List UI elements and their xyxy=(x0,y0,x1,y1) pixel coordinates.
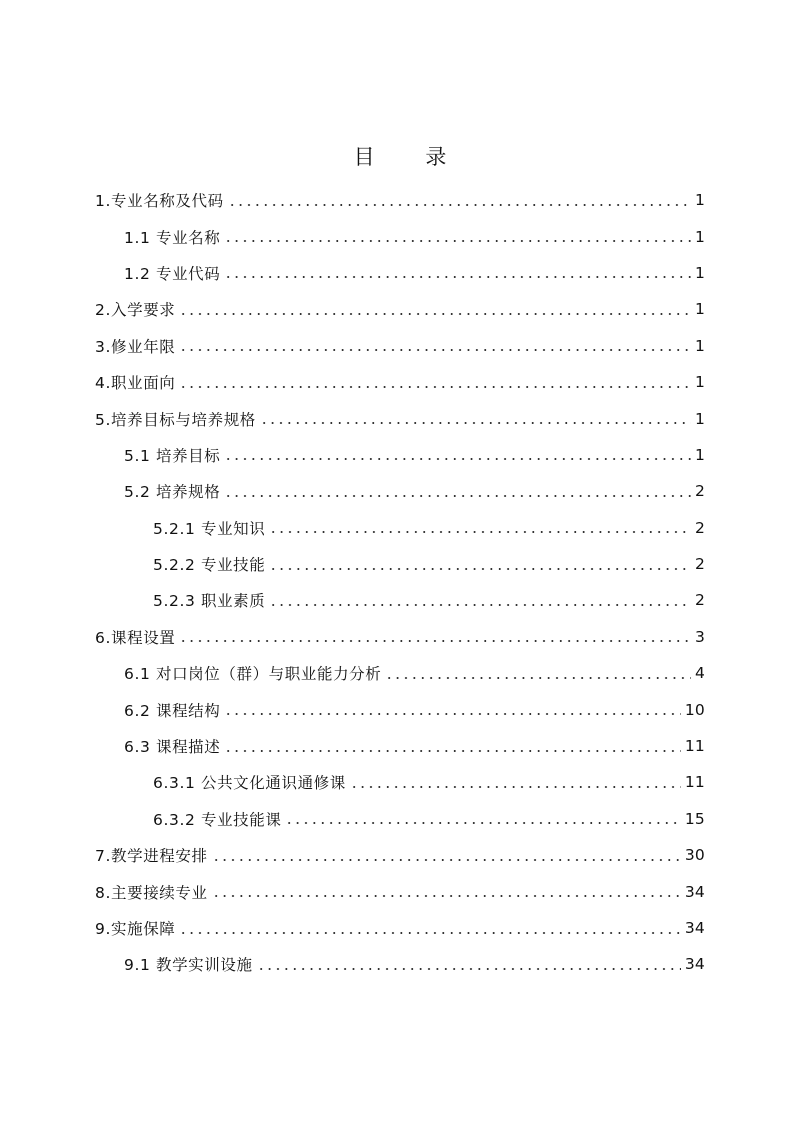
toc-entry-label: 5.2 培养规格 xyxy=(124,483,221,502)
dot-leader xyxy=(224,750,680,752)
toc-entry-label: 6.3.1 公共文化通识通修课 xyxy=(153,774,346,793)
toc-entry[interactable] xyxy=(0,801,800,837)
toc-entry-label: 6.2 课程结构 xyxy=(124,701,221,720)
toc-entry-label: 6.3 课程描述 xyxy=(124,738,221,757)
dot-leader xyxy=(350,786,681,788)
toc-entry-label: 6.3.2 专业技能课 xyxy=(153,810,282,829)
toc-entry-label: 9.实施保障 xyxy=(95,920,176,938)
dot-leader xyxy=(179,386,691,388)
dot-leader xyxy=(285,822,680,824)
toc-entry[interactable] xyxy=(0,328,800,364)
toc-entry[interactable] xyxy=(0,510,800,546)
toc-entry[interactable] xyxy=(0,546,800,582)
table-of-contents xyxy=(0,182,800,983)
dot-leader xyxy=(269,604,691,606)
toc-page-number: 15 xyxy=(684,809,705,828)
dot-leader xyxy=(179,349,691,351)
dot-leader xyxy=(224,276,691,278)
toc-entry[interactable] xyxy=(0,255,800,291)
toc-page-number: 2 xyxy=(694,555,705,574)
toc-entry[interactable] xyxy=(0,946,800,982)
toc-entry[interactable] xyxy=(0,400,800,436)
toc-page-number: 10 xyxy=(684,700,705,719)
toc-entry-label: 8.主要接续专业 xyxy=(95,883,208,902)
toc-entry-label: 2.入学要求 xyxy=(95,301,176,320)
dot-leader xyxy=(257,968,681,970)
toc-entry[interactable] xyxy=(0,837,800,873)
dot-leader xyxy=(224,240,691,242)
toc-entry[interactable] xyxy=(0,291,800,327)
dot-leader xyxy=(179,313,691,315)
dot-leader xyxy=(269,531,691,533)
toc-entry-label: 5.1 培养目标 xyxy=(124,446,221,465)
dot-leader xyxy=(179,932,680,934)
toc-page-number: 1 xyxy=(694,263,705,282)
toc-page-number: 11 xyxy=(684,737,705,756)
toc-entry[interactable] xyxy=(0,873,800,909)
toc-entry-label: 6.课程设置 xyxy=(95,628,176,647)
toc-entry-label: 1.2 专业代码 xyxy=(124,264,221,283)
dot-leader xyxy=(224,495,691,497)
toc-page-number: 34 xyxy=(684,919,705,937)
toc-entry[interactable] xyxy=(0,364,800,400)
dot-leader xyxy=(260,422,691,424)
toc-entry-label: 4.职业面向 xyxy=(95,374,176,393)
toc-entry[interactable] xyxy=(0,218,800,254)
toc-page-number: 1 xyxy=(694,300,705,319)
toc-entry-label: 5.2.3 职业素质 xyxy=(153,592,266,611)
dot-leader xyxy=(224,713,680,715)
toc-entry[interactable] xyxy=(0,437,800,473)
toc-entry-label: 3.修业年限 xyxy=(95,337,176,356)
toc-page-number: 1 xyxy=(694,191,705,210)
dot-leader xyxy=(385,677,691,679)
toc-page-number: 1 xyxy=(694,227,705,246)
toc-entry-label: 6.1 对口岗位（群）与职业能力分析 xyxy=(124,665,382,684)
toc-entry-label: 5.培养目标与培养规格 xyxy=(95,410,256,429)
toc-page-number: 30 xyxy=(684,846,705,865)
toc-page-number: 34 xyxy=(684,955,705,974)
toc-page-number: 2 xyxy=(694,518,705,537)
toc-page-number: 11 xyxy=(684,773,705,792)
toc-entry-label: 5.2.1 专业知识 xyxy=(153,519,266,538)
toc-page-number: 34 xyxy=(684,882,705,901)
toc-page-number: 4 xyxy=(694,664,705,683)
toc-entry-label: 5.2.2 专业技能 xyxy=(153,556,266,575)
dot-leader xyxy=(212,895,681,897)
toc-entry-label: 1.专业名称及代码 xyxy=(95,192,224,211)
toc-page-number: 2 xyxy=(694,591,705,610)
toc-page-number: 1 xyxy=(694,336,705,355)
toc-page-number: 1 xyxy=(694,373,705,392)
dot-leader xyxy=(179,640,691,642)
toc-entry-label: 1.1 专业名称 xyxy=(124,228,221,247)
toc-entry[interactable] xyxy=(0,910,800,946)
toc-page-number: 2 xyxy=(694,482,705,501)
dot-leader xyxy=(269,568,691,570)
dot-leader xyxy=(224,458,691,460)
toc-entry[interactable] xyxy=(0,764,800,800)
toc-title: 目 录 xyxy=(353,145,469,169)
toc-entry[interactable] xyxy=(0,691,800,727)
dot-leader xyxy=(228,204,691,206)
toc-entry[interactable] xyxy=(0,182,800,218)
toc-entry[interactable] xyxy=(0,473,800,509)
toc-entry[interactable] xyxy=(0,619,800,655)
toc-entry[interactable] xyxy=(0,728,800,764)
toc-page-number: 3 xyxy=(694,627,705,646)
toc-entry-label: 7.教学进程安排 xyxy=(95,847,208,866)
toc-page-number: 1 xyxy=(694,409,705,428)
toc-entry[interactable] xyxy=(0,582,800,618)
toc-page-number: 1 xyxy=(694,445,705,464)
dot-leader xyxy=(212,859,681,861)
toc-entry-label: 9.1 教学实训设施 xyxy=(124,956,253,975)
toc-entry[interactable] xyxy=(0,655,800,691)
